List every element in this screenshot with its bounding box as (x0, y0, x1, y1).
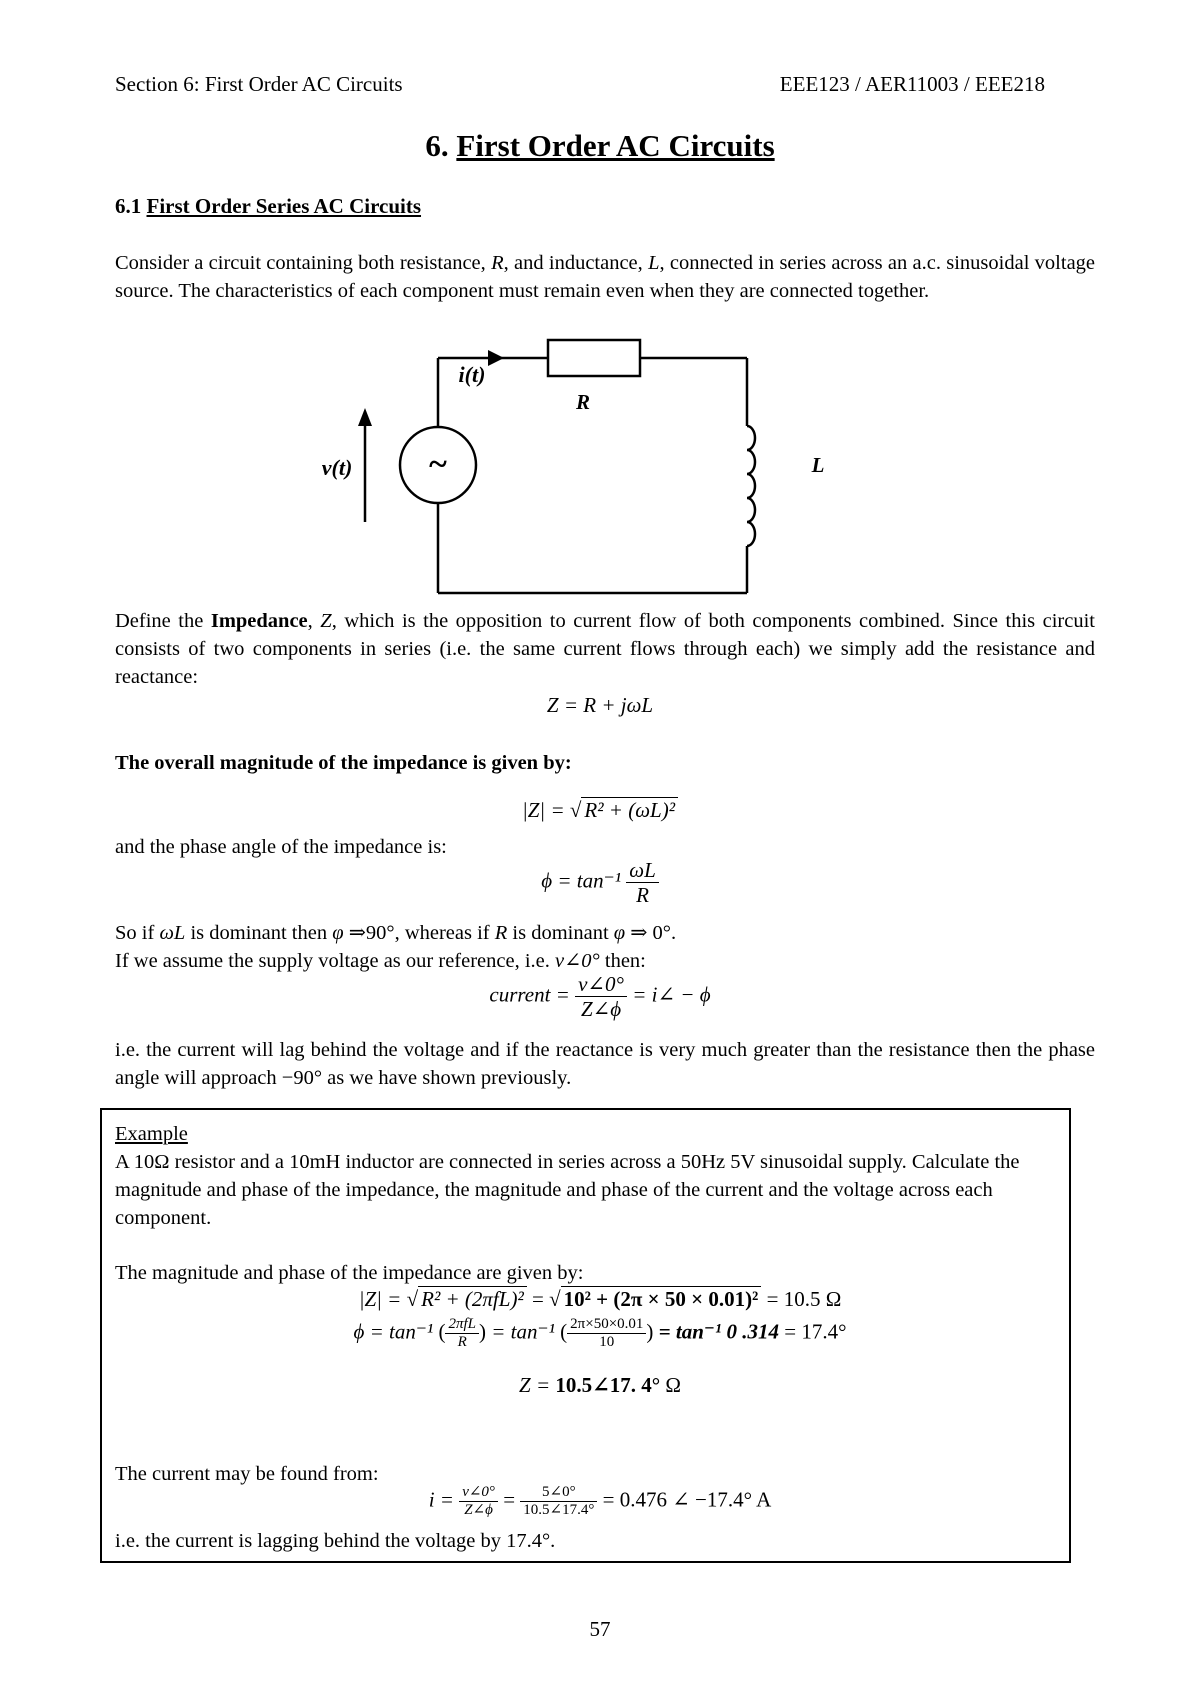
page-number: 57 (589, 1617, 611, 1641)
voltage-label: v(t) (321, 455, 353, 480)
phase-equation: ϕ = tan⁻¹ $\frac{\omega L}{R}$ (0, 858, 1200, 907)
example-statement: A 10Ω resistor and a 10mH inductor are connected in series across a 50Hz 5V sinusoidal supply. Calculate the magnitude and phase of the impedance, the magnitude and phase of the current and the voltage across each component. (115, 1151, 1020, 1229)
magnitude-heading: The overall magnitude of the impedance is given by: (115, 752, 572, 774)
source-tilde: ~ (429, 446, 447, 483)
inductor-label: L (811, 453, 825, 477)
dominance-text: So if ωL is dominant then φ ⇒90°, whereas if R is dominant φ ⇒ 0°. (115, 922, 677, 944)
section-number: 6.1 (115, 194, 142, 218)
running-header-right: EEE123 / AER11003 / EEE218 (779, 72, 1045, 96)
example-current-text: The current may be found from: (115, 1463, 379, 1485)
chapter-title (0, 128, 1200, 164)
example-current-equation: i = $\frac{v\angle 0^\circ}{Z\angle\phi}$ = $\frac{5\angle 0^\circ}{10.5\angle 17.4^\circ}$ = 0.476 ∠ −17.4° A (428, 1484, 772, 1519)
intro-paragraph: Consider a circuit containing both resistance, R, and inductance, L, connected in series across an a.c. sinusoidal voltage source. The characteristics of each component must remain even when they are connected together. (115, 252, 1096, 302)
inductor-symbol (747, 426, 755, 546)
example-heading: Example (115, 1123, 188, 1145)
voltage-arrowhead (358, 408, 372, 426)
running-header-left: Section 6: First Order AC Circuits (115, 72, 403, 96)
section-heading (115, 194, 421, 219)
current-label: i(t) (458, 362, 486, 387)
example-magnitude-equation: |Z| = √ R² + (2πfL)² = √ 10² + (2π × 50 × 0.01)² = 10.5 Ω (358, 1287, 842, 1311)
chapter-title-text: First Order AC Circuits (456, 128, 775, 163)
magnitude-equation: |Z| = √ R² + (ωL)² (0, 798, 1200, 823)
current-arrowhead (488, 350, 504, 366)
example-impedance-result: Z = 10.5∠17. 4° Ω (519, 1373, 681, 1397)
lag-text: i.e. the current will lag behind the voltage and if the reactance is very much greater than the resistance then the phase angle will approach −90° as we have shown previously. (115, 1039, 1095, 1089)
phase-angle-text: and the phase angle of the impedance is: (115, 836, 447, 858)
resistor-label: R (575, 390, 591, 414)
impedance-definition: Define the Impedance, Z, which is the opposition to current flow of both components combined. Since this circuit consists of two components in series (i.e. the same current flows through each) we simply add the resistance and reactance: (115, 610, 1095, 688)
current-equation: current = $\frac{v\angle 0^\circ}{Z\angle\phi}$ = i∠ − ϕ (489, 972, 711, 1022)
reference-text: If we assume the supply voltage as our reference, i.e. v∠0° then: (115, 950, 646, 972)
example-phase-equation: ϕ = tan⁻¹ ( $\frac{\text{2πfL}}{R}$ ) = tan⁻¹ ( $\frac{2\pi\times 50\times 0.01}{10}$ ) = tan⁻¹ 0 .314 = 17.4° (353, 1316, 847, 1351)
chapter-number: 6. (425, 128, 449, 163)
section-title-text: First Order Series AC Circuits (146, 194, 422, 218)
resistor-symbol (548, 340, 640, 376)
impedance-term: Impedance (210, 610, 308, 632)
impedance-equation: Z = R + jωL (546, 693, 654, 717)
rl-circuit-diagram (290, 330, 850, 600)
example-given-text: The magnitude and phase of the impedance are given by: (115, 1262, 584, 1284)
example-conclusion: i.e. the current is lagging behind the voltage by 17.4°. (115, 1530, 556, 1552)
